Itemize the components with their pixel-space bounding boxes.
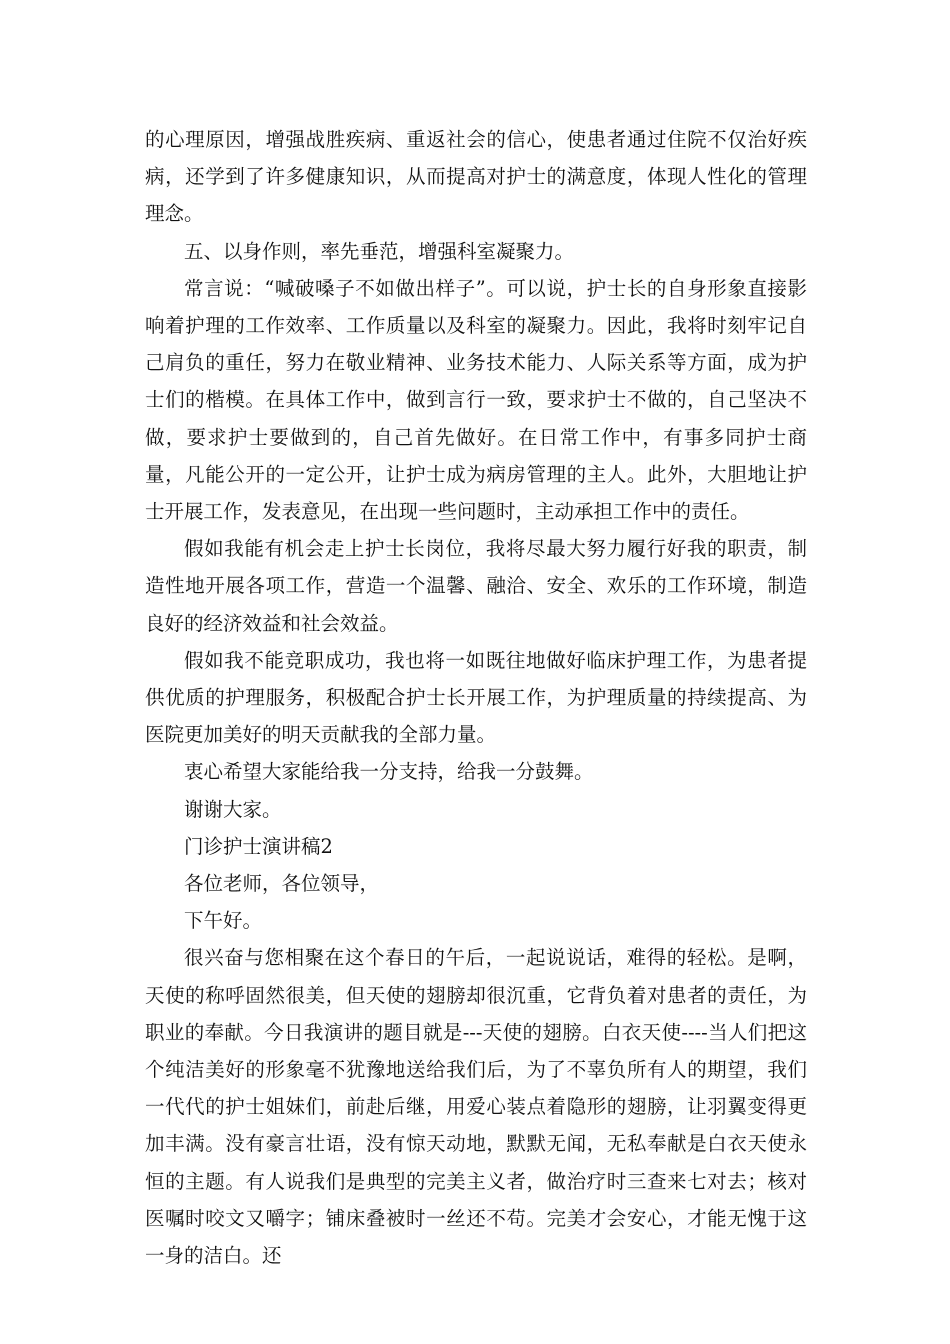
paragraph-3: 常言说：“喊破嗓子不如做出样子”。可以说，护士长的自身形象直接影响着护理的工作效率、工作质量以及科室的凝聚力。因此，我将时刻牢记自己肩负的重任，努力在敬业精神、业务技术能力、人际关系等方面，成为护士们的楷模。在具体工作中，做到言行一致，要求护士不做的，自己坚决不做，要求护士要做到的，自己首先做好。在日常工作中，有事多同护士商量，凡能公开的一定公开，让护士成为病房管理的主人。此外，大胆地让护士开展工作，发表意见，在出现一些问题时，主动承担工作中的责任。: [145, 276, 807, 524]
section-title: 门诊护士演讲稿2: [184, 834, 333, 858]
paragraph-7: 谢谢大家。: [184, 797, 282, 821]
greeting: 下午好。: [184, 909, 263, 933]
paragraph-6: 衷心希望大家能给我一分支持，给我一分鼓舞。: [184, 760, 594, 784]
document-page: [145, 121, 807, 1274]
salutation: 各位老师，各位领导，: [184, 872, 380, 896]
paragraph-2: 五、以身作则，率先垂范，增强科室凝聚力。: [184, 239, 575, 263]
paragraph-5: 假如我不能竞职成功，我也将一如既往地做好临床护理工作，为患者提供优质的护理服务，积极配合护士长开展工作，为护理质量的持续提高、为医院更加美好的明天贡献我的全部力量。: [145, 648, 807, 747]
paragraph-11: 很兴奋与您相聚在这个春日的午后，一起说说话，难得的轻松。是啊，天使的称呼固然很美，但天使的翅膀却很沉重，它背负着对患者的责任，为职业的奉献。今日我演讲的题目就是---天使的翅膀。白衣天使----当人们把这个纯洁美好的形象毫不犹豫地送给我们后，为了不辜负所有人的期望，我们一代代的护士姐妹们，前赴后继，用爱心装点着隐形的翅膀，让羽翼变得更加丰满。没有豪言壮语，没有惊天动地，默默无闻，无私奉献是白衣天使永恒的主题。有人说我们是典型的完美主义者，做治疗时三查来七对去；核对医嘱时咬文又嚼字；铺床叠被时一丝还不苟。完美才会安心，才能无愧于这一身的洁白。还: [145, 946, 807, 1268]
paragraph-1: 的心理原因，增强战胜疾病、重返社会的信心，使患者通过住院不仅治好疾病，还学到了许多健康知识，从而提高对护士的满意度，体现人性化的管理理念。: [145, 128, 807, 226]
paragraph-4: 假如我能有机会走上护士长岗位，我将尽最大努力履行好我的职责，制造性地开展各项工作，营造一个温馨、融洽、安全、欢乐的工作环境，制造良好的经济效益和社会效益。: [145, 537, 807, 635]
